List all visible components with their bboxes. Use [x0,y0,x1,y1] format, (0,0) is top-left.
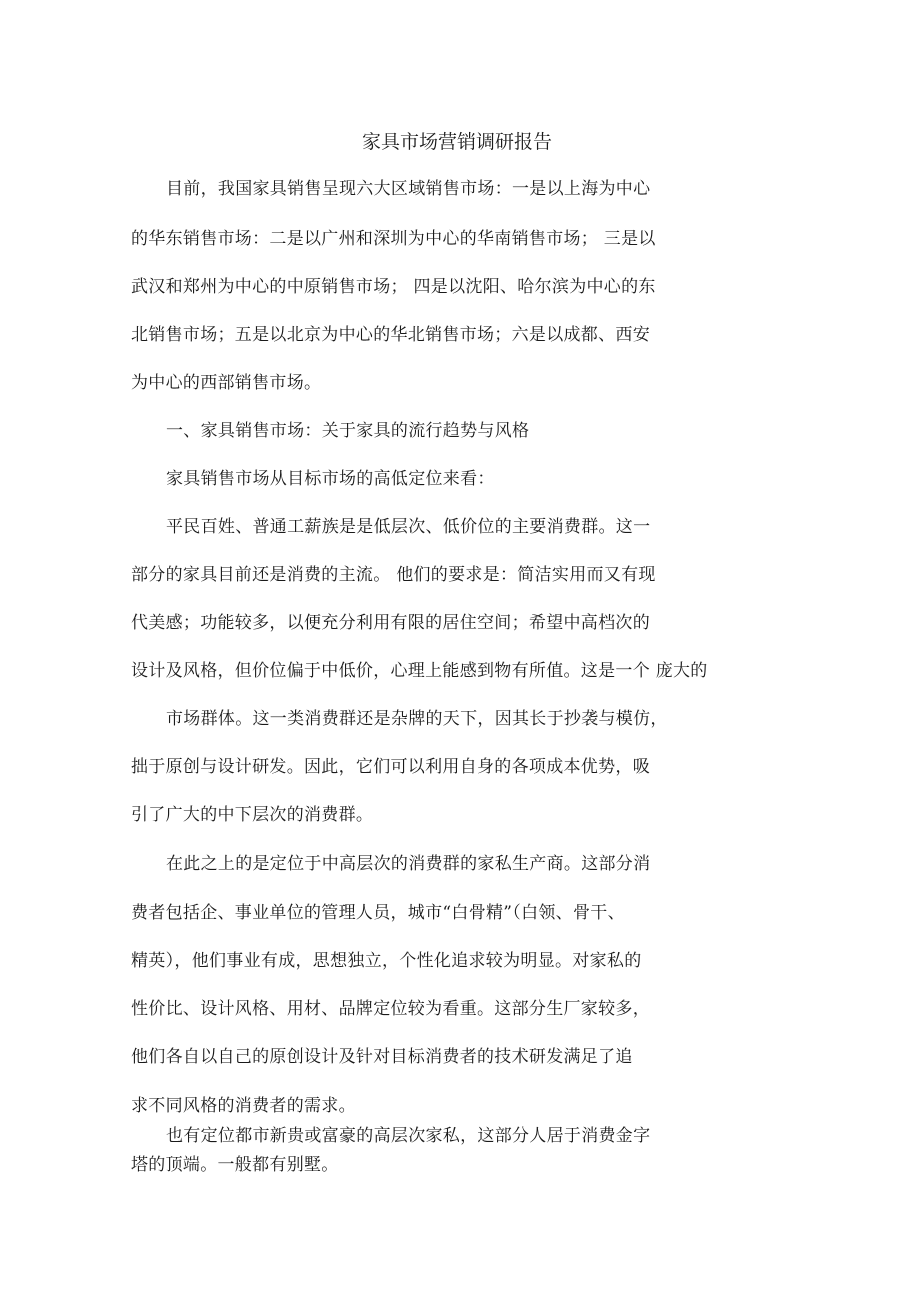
document-title: 家具市场营销调研报告 [361,131,552,153]
paragraph-line: 武汉和郑州为中心的中原销售市场； 四是以沈阳、哈尔滨为中心的东 [131,277,656,297]
paragraph-line: 拙于原创与设计研发。因此，它们可以利用自身的各项成本优势，吸 [131,757,650,777]
paragraph-line: 费者包括企、事业单位的管理人员，城市“白骨精”（白领、骨干、 [131,903,625,923]
paragraph-line: 在此之上的是定位于中高层次的消费群的家私生产商。这部分消 [166,854,651,874]
paragraph-line: 设计及风格，但价位偏于中低价，心理上能感到物有所值。这是一个 庞大的 [131,661,708,681]
paragraph-line: 引了广大的中下层次的消费群。 [131,805,374,825]
paragraph-line: 他们各自以自己的原创设计及针对目标消费者的技术研发满足了追 [131,1047,633,1067]
paragraph-line: 平民百姓、普通工薪族是是低层次、低价位的主要消费群。这一 [166,517,651,537]
paragraph-line: 塔的顶端。一般都有别墅。 [131,1155,339,1175]
paragraph-line: 精英），他们事业有成，思想独立，个性化追求较为明显。对家私的 [131,951,642,971]
paragraph-line: 代美感；功能较多，以便充分利用有限的居住空间；希望中高档次的 [131,613,650,633]
paragraph-line: 的华东销售市场：二是以广州和深圳为中心的华南销售市场； 三是以 [131,229,656,249]
paragraph-line: 也有定位都市新贵或富豪的高层次家私，这部分人居于消费金字 [166,1126,651,1146]
paragraph-line: 市场群体。这一类消费群还是杂牌的天下，因其长于抄袭与模仿， [166,709,668,729]
paragraph-line: 家具销售市场从目标市场的高低定位来看： [166,469,495,489]
paragraph-line: 北销售市场；五是以北京为中心的华北销售市场；六是以成都、西安 [131,325,650,345]
paragraph-line: 求不同风格的消费者的需求。 [131,1096,356,1116]
paragraph-line: 目前，我国家具销售呈现六大区域销售市场：一是以上海为中心 [166,179,651,199]
section-heading: 一、家具销售市场：关于家具的流行趋势与风格 [166,421,530,441]
paragraph-line: 部分的家具目前还是消费的主流。 他们的要求是：简洁实用而又有现 [131,565,656,585]
paragraph-line: 为中心的西部销售市场。 [131,373,322,393]
paragraph-line: 性价比、设计风格、用材、品牌定位较为看重。这部分生厂家较多， [131,999,650,1019]
